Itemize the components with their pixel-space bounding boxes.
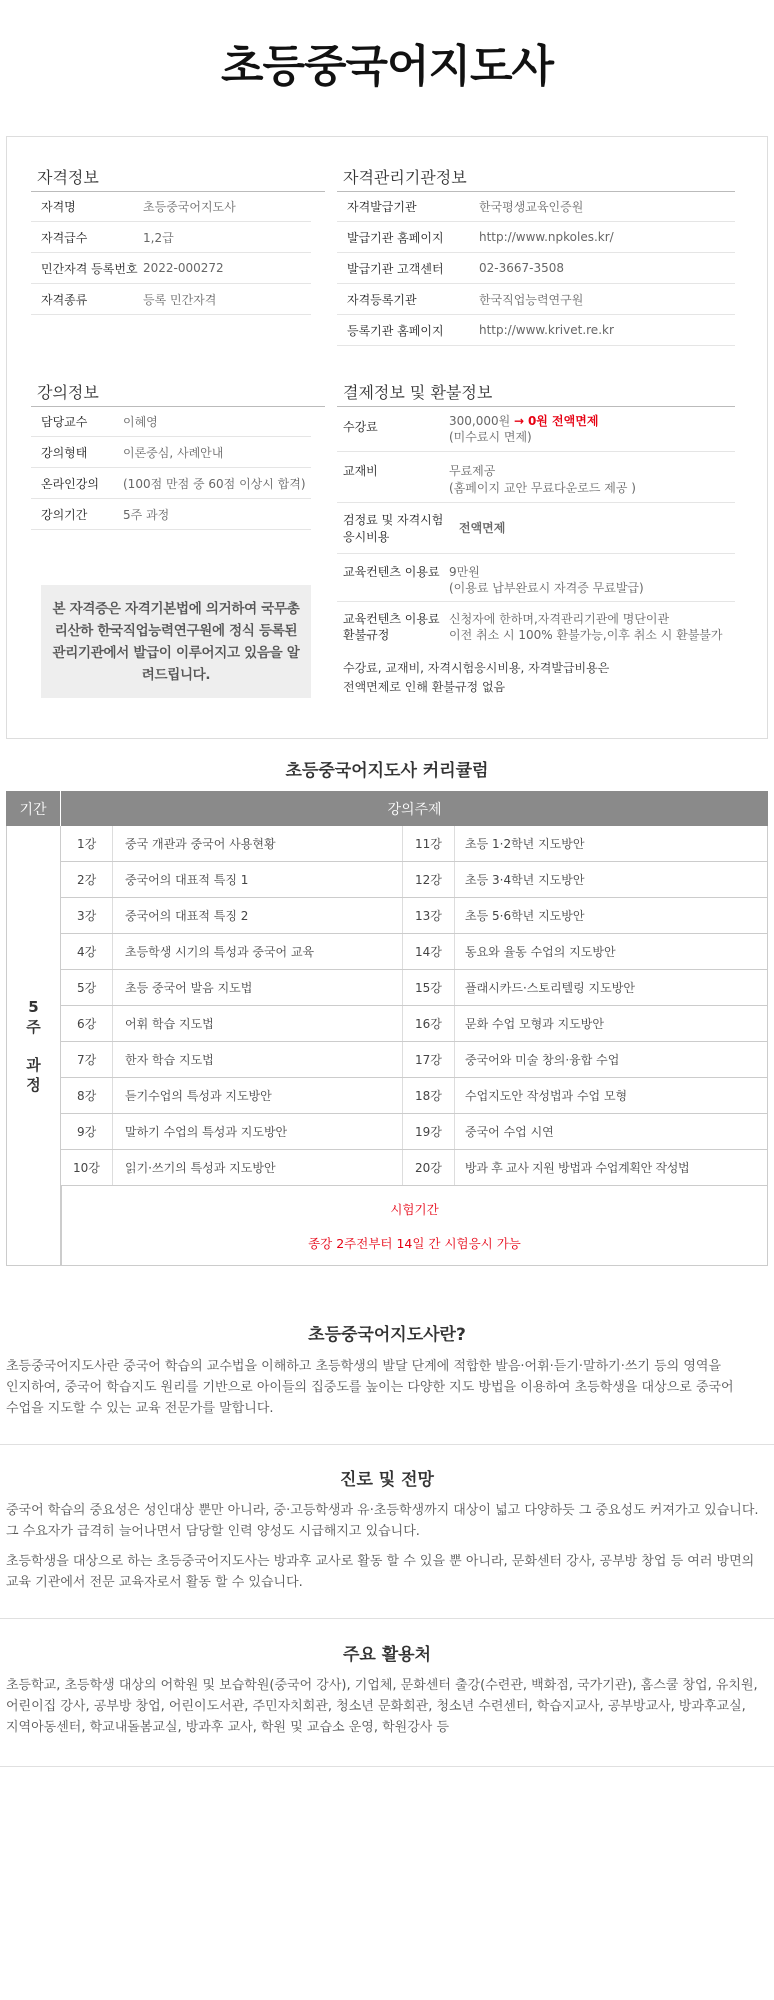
section-divider	[0, 1766, 774, 1767]
lesson-topic: 동요와 율동 수업의 지도방안	[465, 945, 616, 959]
usage-body: 초등학교, 초등학생 대상의 어학원 및 보습학원(중국어 강사), 기업체, 문화센터 출강(수련관, 백화점, 국가기관), 홈스쿨 창업, 유치원, 어린이집 강사, 공부방 창업, 어린이도서관, 주민자치회관, 청소년 문화회관, 청소년 수련센터, 학습지교사, 공부방교사, 방과후교실, 지역아동센터, 학교내돌봄교실, 방과후 교사, 학원 및 교습소 운영, 학원강사 등	[6, 1678, 758, 1735]
agency-row-registrar	[337, 284, 735, 315]
exam-period-box	[61, 1186, 768, 1266]
lesson-number: 18강	[403, 1078, 455, 1113]
tuition-price: 300,000원	[449, 414, 511, 428]
lesson-topic: 중국 개관과 중국어 사용현황	[113, 826, 403, 861]
lesson-row	[61, 862, 767, 898]
curriculum-title: 초등중국어지도사 커리큘럼	[285, 761, 489, 781]
lesson-number: 7강	[61, 1042, 113, 1077]
lesson-topic: 듣기수업의 특성과 지도방안	[113, 1078, 403, 1113]
lesson-topic: 읽기·쓰기의 특성과 지도방안	[113, 1150, 403, 1185]
agency-key: 등록기관 홈페이지	[347, 323, 444, 338]
payment-key: 교육컨텐츠 이용료	[343, 565, 440, 579]
period-label-part: 5	[28, 997, 39, 1016]
lesson-topic: 초등 5·6학년 지도방안	[465, 909, 585, 923]
qual-row-level	[31, 222, 311, 253]
lecture-row-format	[31, 437, 311, 468]
payment-key: 교재비	[343, 464, 378, 478]
payment-row-exam-fee	[337, 503, 735, 554]
lesson-topic: 한자 학습 지도법	[113, 1042, 403, 1077]
lesson-number: 16강	[403, 1006, 455, 1041]
payment-row-refund	[337, 602, 735, 652]
exam-fee-value: 전액면제	[459, 521, 506, 535]
agency-value: 한국직업능력연구원	[479, 292, 584, 307]
payment-key: 교육컨텐츠 이용료	[343, 612, 440, 626]
certification-notice: 본 자격증은 자격기본법에 의거하여 국무총리산하 한국직업능력연구원에 정식 등록된 관리기관에서 발급이 이루어지고 있음을 알려드립니다.	[41, 585, 311, 698]
content-fee-value: 9만원	[449, 565, 480, 579]
lesson-row	[61, 1150, 767, 1186]
lesson-number: 20강	[403, 1150, 455, 1185]
curriculum-period-cell	[6, 826, 61, 1266]
qualification-info-box	[6, 136, 768, 739]
lesson-topic: 말하기 수업의 특성과 지도방안	[113, 1114, 403, 1149]
lecture-row-online	[31, 468, 311, 499]
tuition-free: 0원 전액면제	[527, 414, 599, 428]
tuition-sub: (미수료시 면제)	[449, 430, 532, 444]
lesson-number: 2강	[61, 862, 113, 897]
agency-row-issuer	[337, 191, 735, 222]
lesson-number: 10강	[61, 1150, 113, 1185]
lesson-number: 8강	[61, 1078, 113, 1113]
registrar-homepage-link[interactable]: http://www.krivet.re.kr	[479, 323, 614, 337]
agency-row-homepage	[337, 222, 735, 253]
period-label	[26, 997, 41, 1095]
lesson-number: 14강	[403, 934, 455, 969]
lecture-key: 온라인강의	[41, 476, 99, 491]
period-label-part: 과	[26, 1055, 41, 1074]
payment-row-material	[337, 452, 735, 503]
lesson-number: 4강	[61, 934, 113, 969]
lecture-key: 강의형태	[41, 445, 88, 460]
lesson-topic: 중국어와 미술 창의·융합 수업	[465, 1053, 620, 1067]
qual-key: 자격종류	[41, 292, 88, 307]
lesson-row	[61, 898, 767, 934]
lesson-topic: 방과 후 교사 지원 방법과 수업계획안 작성법	[465, 1161, 690, 1175]
lecture-value: (100점 만점 중 60점 이상시 합격)	[123, 476, 306, 491]
lesson-row	[61, 1114, 767, 1150]
lesson-topic: 어휘 학습 지도법	[113, 1006, 403, 1041]
lesson-number: 6강	[61, 1006, 113, 1041]
career-body-2: 초등학생을 대상으로 하는 초등중국어지도사는 방과후 교사로 활동 할 수 있을 뿐 아니라, 문화센터 강사, 공부방 창업 등 여러 방면의 교육 기관에서 전문 교육자로서 활동 할 수 있습니다.	[6, 1554, 755, 1590]
lesson-topic: 문화 수업 모형과 지도방안	[465, 1017, 604, 1031]
lesson-topic: 중국어 수업 시연	[465, 1125, 554, 1139]
qual-value: 2022-000272	[143, 261, 224, 275]
qual-value: 1,2급	[143, 230, 174, 245]
lesson-number: 3강	[61, 898, 113, 933]
payment-key: 수강료	[343, 420, 378, 434]
payment-row-tuition	[337, 406, 735, 452]
lecture-value: 이혜영	[123, 414, 158, 429]
qual-value: 초등중국어지도사	[143, 199, 236, 214]
qual-key: 자격급수	[41, 230, 88, 245]
tuition-value	[449, 413, 598, 429]
period-label-part: 주	[26, 1017, 41, 1036]
about-title: 초등중국어지도사란?	[308, 1325, 466, 1345]
lecture-row-duration	[31, 499, 311, 530]
qual-key: 자격명	[41, 199, 76, 214]
tuition-arrow: →	[514, 414, 525, 428]
lesson-topic: 중국어의 대표적 특징 2	[113, 898, 403, 933]
lesson-topic: 중국어의 대표적 특징 1	[113, 862, 403, 897]
qual-key: 민간자격 등록번호	[41, 261, 138, 276]
lesson-row	[61, 970, 767, 1006]
payment-key: 환불규정	[343, 628, 390, 642]
qual-row-type	[31, 284, 311, 315]
agency-info-title: 자격관리기관정보	[343, 168, 467, 187]
lecture-value: 5주 과정	[123, 507, 170, 522]
content-fee-sub: (이용료 납부완료시 자격증 무료발급)	[449, 581, 644, 595]
lesson-topic: 수업지도안 작성법과 수업 모형	[465, 1089, 628, 1103]
career-body-1: 중국어 학습의 중요성은 성인대상 뿐만 아니라, 중·고등학생과 유·초등학생까지 대상이 넓고 다양하듯 그 중요성도 커져가고 있습니다. 그 수요자가 급격히 늘어나면서 담당할 인력 양성도 시급해지고 있습니다.	[6, 1503, 759, 1539]
agency-key: 자격등록기관	[347, 292, 417, 307]
lesson-row	[61, 934, 767, 970]
lecture-row-professor	[31, 406, 311, 437]
lecture-key: 담당교수	[41, 414, 88, 429]
refund-note	[343, 659, 609, 697]
material-value: 무료제공	[449, 464, 496, 478]
qual-info-title: 자격정보	[37, 168, 99, 187]
section-divider	[0, 1444, 774, 1445]
about-body: 초등중국어지도사란 중국어 학습의 교수법을 이해하고 초등학생의 발달 단계에 적합한 발음·어휘·듣기·말하기·쓰기 등의 영역을 인지하여, 중국어 학습지도 원리를 기반으로 아이들의 집중도를 높이는 다양한 지도 방법을 이용하여 초등학생을 대상으로 중국어 수업을 지도할 수 있는 교육 전문가를 말합니다.	[6, 1359, 734, 1416]
exam-period-title: 시험기간	[390, 1202, 439, 1217]
agency-homepage-link[interactable]: http://www.npkoles.kr/	[479, 230, 614, 244]
lesson-topic: 초등 1·2학년 지도방안	[465, 837, 585, 851]
agency-key: 발급기관 고객센터	[347, 261, 444, 276]
lesson-row	[61, 1078, 767, 1114]
lesson-number: 5강	[61, 970, 113, 1005]
lesson-number: 13강	[403, 898, 455, 933]
period-label-part: 정	[26, 1075, 41, 1094]
career-title: 진로 및 전망	[340, 1470, 434, 1490]
refund-value-line1: 신청자에 한하며,자격관리기관에 명단이관	[449, 612, 670, 626]
payment-key: 검정료 및 자격시험	[343, 513, 444, 527]
lesson-number: 15강	[403, 970, 455, 1005]
lesson-number: 17강	[403, 1042, 455, 1077]
lesson-row	[61, 826, 767, 862]
agency-value: 한국평생교육인증원	[479, 199, 584, 214]
lesson-topic: 초등학생 시기의 특성과 중국어 교육	[113, 934, 403, 969]
lecture-value: 이론중심, 사례안내	[123, 445, 224, 460]
refund-value-line2: 이전 취소 시 100% 환불가능,이후 취소 시 환불불가	[449, 628, 723, 642]
curriculum-lessons	[61, 826, 768, 1186]
lesson-number: 11강	[403, 826, 455, 861]
lecture-info-title: 강의정보	[37, 383, 99, 402]
lecture-key: 강의기간	[41, 507, 88, 522]
agency-value: 02-3667-3508	[479, 261, 565, 275]
qual-value: 등록 민간자격	[143, 292, 217, 307]
lesson-number: 1강	[61, 826, 113, 861]
lesson-topic: 초등 중국어 발음 지도법	[113, 970, 403, 1005]
agency-key: 자격발급기관	[347, 199, 417, 214]
payment-row-content-fee	[337, 554, 735, 602]
curriculum-head-period: 기간	[6, 791, 61, 826]
agency-key: 발급기관 홈페이지	[347, 230, 444, 245]
lesson-topic: 플래시카드·스토리텔링 지도방안	[465, 981, 635, 995]
lesson-number: 9강	[61, 1114, 113, 1149]
material-sub: (홈페이지 교안 무료다운로드 제공 )	[449, 481, 636, 495]
payment-info-title: 결제정보 및 환불정보	[343, 383, 493, 402]
section-divider	[0, 1618, 774, 1619]
refund-note-line2: 전액면제로 인해 환불규정 없음	[343, 680, 506, 694]
lesson-row	[61, 1006, 767, 1042]
lesson-number: 19강	[403, 1114, 455, 1149]
curriculum-head-topic: 강의주제	[61, 791, 768, 826]
usage-title: 주요 활용처	[342, 1645, 432, 1665]
lesson-topic: 초등 3·4학년 지도방안	[465, 873, 585, 887]
agency-row-callcenter	[337, 253, 735, 284]
lesson-number: 12강	[403, 862, 455, 897]
lesson-row	[61, 1042, 767, 1078]
page-title: 초등중국어지도사	[220, 41, 554, 92]
qual-row-name	[31, 191, 311, 222]
payment-key: 응시비용	[343, 530, 390, 544]
refund-note-line1: 수강료, 교재비, 자격시험응시비용, 자격발급비용은	[343, 661, 610, 675]
exam-period-desc: 종강 2주전부터 14일 간 시험응시 가능	[308, 1236, 521, 1251]
qual-row-regno	[31, 253, 311, 284]
agency-row-reg-homepage	[337, 315, 735, 346]
